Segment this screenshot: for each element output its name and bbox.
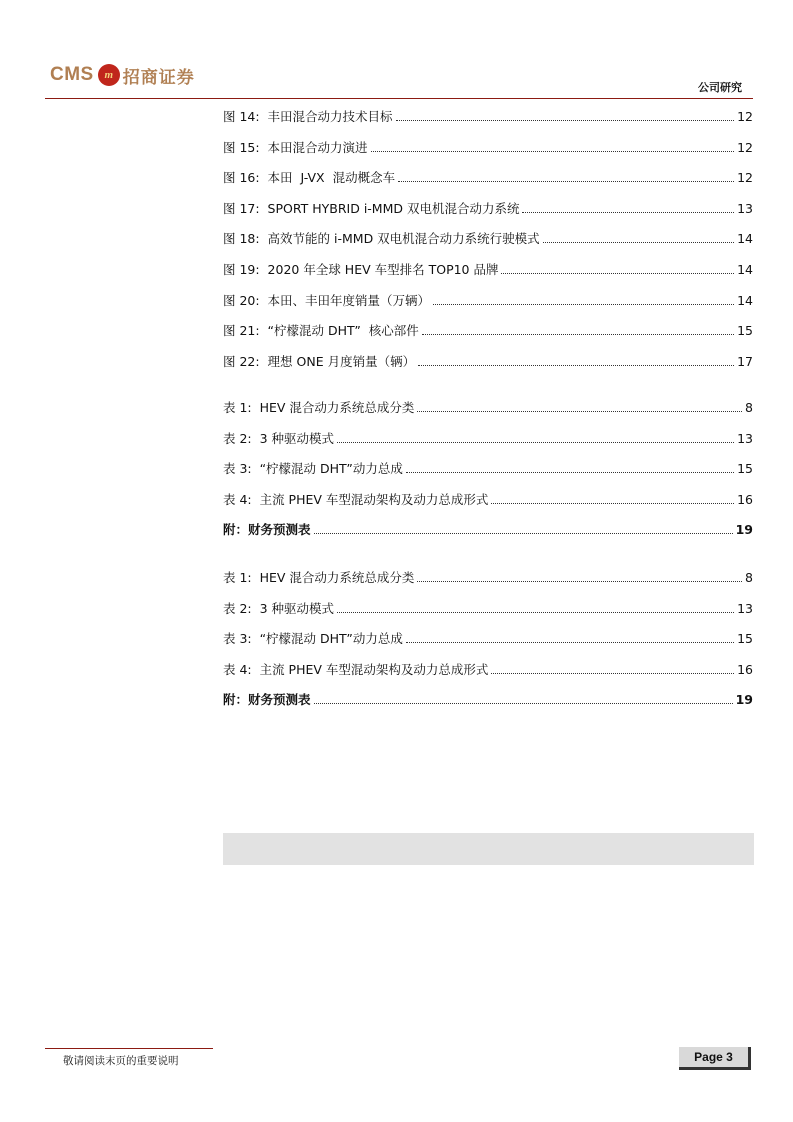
dot-leader [491, 673, 734, 674]
dot-leader [371, 151, 735, 152]
toc-entry-label: 附：财务预测表 [223, 522, 311, 538]
toc-entry[interactable] [223, 197, 753, 217]
grey-band [223, 833, 754, 865]
toc-entry[interactable] [223, 227, 753, 247]
toc-entry[interactable] [223, 518, 753, 538]
toc-entry-label: 图 16: 本田 J-VX 混动概念车 [223, 170, 396, 186]
dot-leader [418, 365, 734, 366]
section-label: 公司研究 [698, 81, 742, 94]
toc-entry-page: 14 [737, 231, 753, 247]
company-logo [50, 62, 195, 88]
toc-entry-page: 19 [735, 522, 753, 538]
toc-entry-page: 12 [737, 109, 753, 124]
toc-entry[interactable] [223, 427, 753, 447]
toc-entry-label: 表 2: 3 种驱动模式 [223, 600, 335, 616]
dot-leader [491, 503, 734, 504]
toc-entry-page: 14 [737, 292, 753, 308]
toc-entry-page: 13 [737, 200, 753, 216]
dot-leader [314, 703, 733, 704]
toc-entry-label: 表 1: HEV 混合动力系统总成分类 [223, 400, 415, 415]
dot-leader [422, 334, 734, 335]
toc-entry-page: 13 [737, 600, 753, 616]
dot-leader [417, 581, 742, 582]
header-divider [45, 98, 753, 99]
toc-entry-label: 图 17: SPORT HYBRID i-MMD 双电机混合动力系统 [223, 200, 520, 216]
toc-entry-label: 表 1: HEV 混合动力系统总成分类 [223, 570, 415, 585]
dot-leader [406, 472, 734, 473]
disclaimer-note: 敬请阅读末页的重要说明 [63, 1055, 179, 1067]
toc-entry[interactable] [223, 597, 753, 617]
logo-mark-icon: m [98, 64, 120, 86]
dot-leader [396, 120, 735, 121]
logo-text-en: CMS [50, 64, 94, 85]
toc-entry[interactable] [223, 457, 753, 477]
toc-entry[interactable] [223, 396, 753, 416]
toc-entry-page: 19 [735, 692, 753, 708]
toc-entry-page: 8 [745, 400, 753, 415]
footer-divider [45, 1048, 213, 1049]
toc-entry-label: 表 4: 主流 PHEV 车型混动架构及动力总成形式 [223, 661, 489, 677]
dot-leader [337, 612, 734, 613]
toc-entry[interactable] [223, 350, 753, 370]
dot-leader [522, 212, 734, 213]
dot-leader [314, 533, 733, 534]
dot-leader [433, 304, 734, 305]
toc-entry[interactable] [223, 289, 753, 309]
dot-leader [417, 411, 742, 412]
toc-entry[interactable] [223, 488, 753, 508]
toc-entry-label: 表 4: 主流 PHEV 车型混动架构及动力总成形式 [223, 491, 489, 507]
toc-entry-label: 图 18: 高效节能的 i-MMD 双电机混合动力系统行驶模式 [223, 231, 540, 247]
toc-entry-label: 图 14: 丰田混合动力技术目标 [223, 109, 393, 124]
toc-entry-label: 图 22: 理想 ONE 月度销量（辆） [223, 353, 416, 369]
toc-entry[interactable] [223, 105, 753, 125]
dot-leader [543, 242, 734, 243]
dot-leader [406, 642, 734, 643]
toc-entry-page: 12 [737, 139, 753, 155]
toc-entry[interactable] [223, 658, 753, 678]
toc-entry[interactable] [223, 688, 753, 708]
dot-leader [337, 442, 734, 443]
toc-entry-page: 16 [737, 661, 753, 677]
toc-entry-label: 图 15: 本田混合动力演进 [223, 139, 368, 155]
toc-entry[interactable] [223, 258, 753, 278]
toc-entry-page: 15 [737, 323, 753, 339]
toc-entry-page: 13 [737, 430, 753, 446]
toc-entry-label: 图 20: 本田、丰田年度销量（万辆） [223, 292, 431, 308]
toc-entry-page: 14 [737, 262, 753, 277]
logo-text-cn: 招商证券 [122, 67, 195, 88]
toc-entry-page: 16 [737, 491, 753, 507]
dot-leader [398, 181, 734, 182]
toc-entry-page: 15 [737, 631, 753, 647]
dot-leader [501, 273, 734, 274]
toc-entry-page: 8 [745, 570, 753, 585]
toc-entry-label: 表 3: “柠檬混动 DHT”动力总成 [223, 631, 403, 647]
toc-entry-label: 表 3: “柠檬混动 DHT”动力总成 [223, 461, 403, 477]
toc-entry[interactable] [223, 566, 753, 586]
toc-entry[interactable] [223, 627, 753, 647]
toc-entry-label: 图 21: “柠檬混动 DHT” 核心部件 [223, 323, 419, 339]
toc-entry[interactable] [223, 136, 753, 156]
toc-entry-page: 17 [737, 353, 753, 369]
toc-entry-label: 表 2: 3 种驱动模式 [223, 430, 335, 446]
page-number-badge: Page 3 [679, 1047, 751, 1070]
toc-entry-page: 15 [737, 461, 753, 477]
toc-entry-label: 附：财务预测表 [223, 692, 311, 708]
toc-entry[interactable] [223, 319, 753, 339]
toc-entry-page: 12 [737, 170, 753, 186]
toc-entry[interactable] [223, 166, 753, 186]
toc-entry-label: 图 19: 2020 年全球 HEV 车型排名 TOP10 品牌 [223, 262, 499, 277]
